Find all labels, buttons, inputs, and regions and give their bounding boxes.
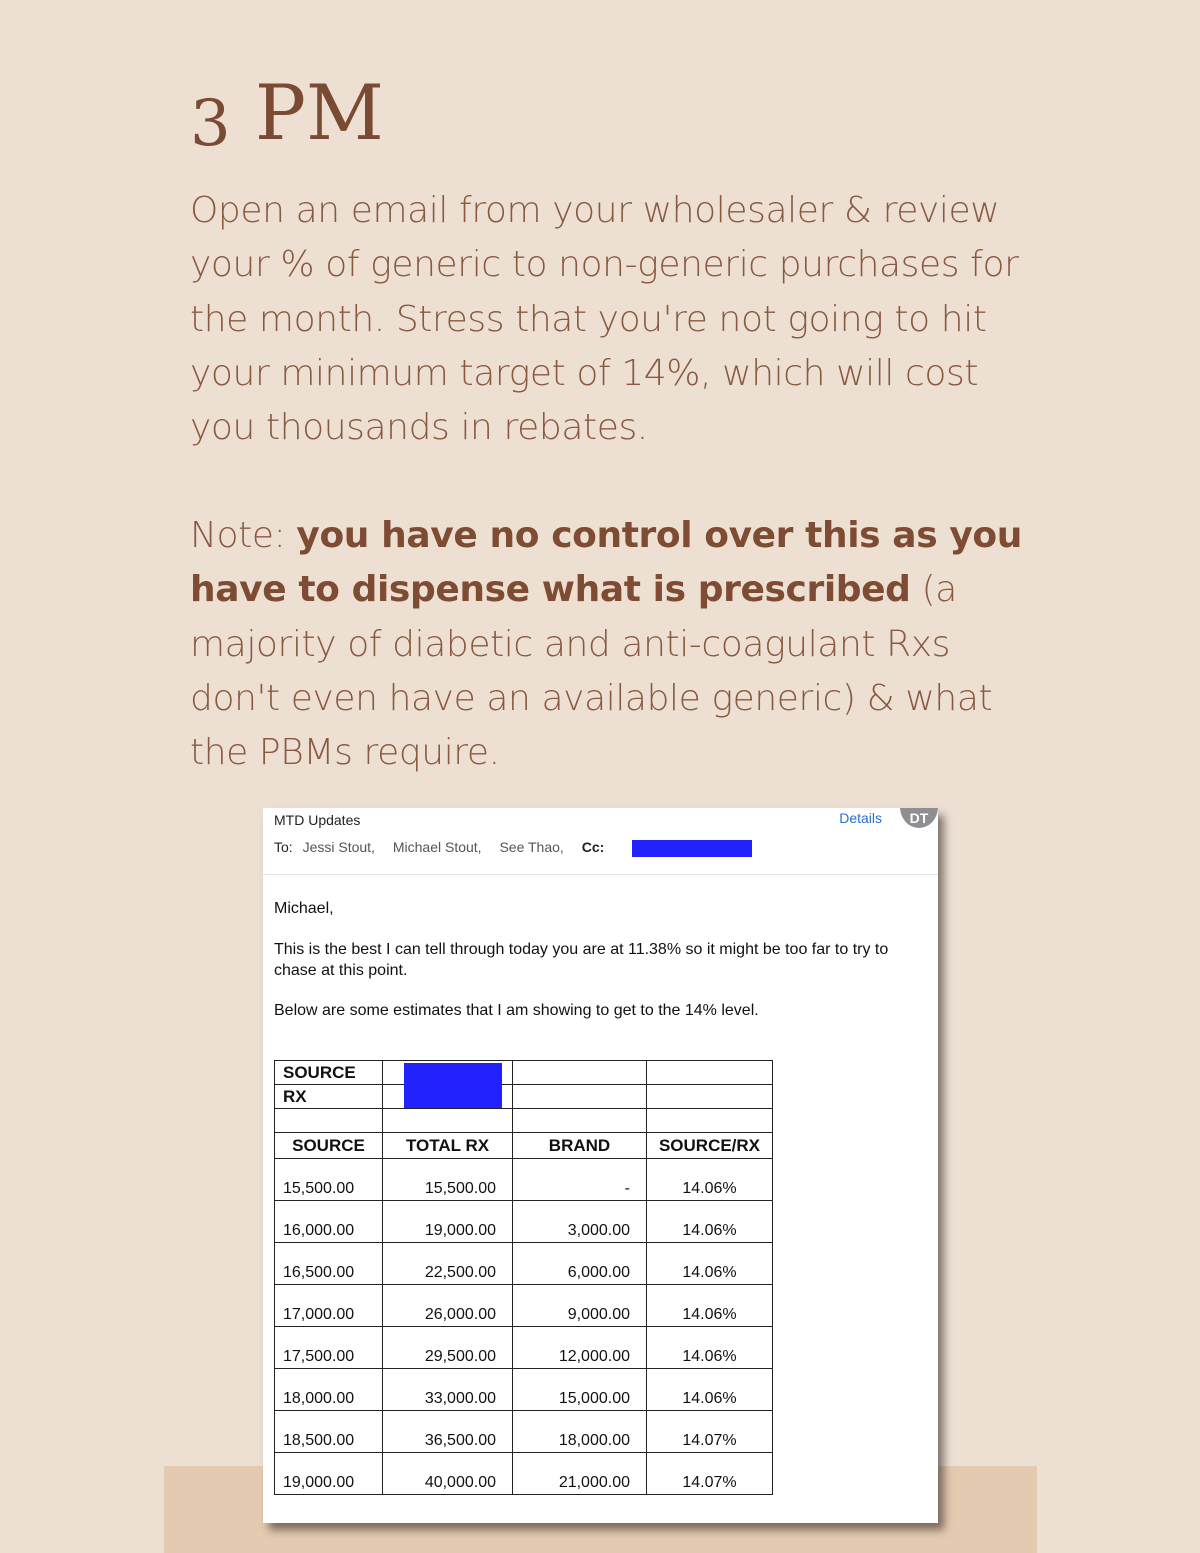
recipients-line <box>274 839 604 855</box>
ratio-cell: 14.06% <box>647 1327 773 1369</box>
column-header: SOURCE/RX <box>647 1133 773 1159</box>
total-rx-cell: 26,000.00 <box>383 1285 513 1327</box>
source-cell: 17,500.00 <box>275 1327 383 1369</box>
source-cell: 16,000.00 <box>275 1201 383 1243</box>
table-row <box>275 1285 773 1327</box>
column-header: BRAND <box>513 1133 647 1159</box>
ratio-cell: 14.07% <box>647 1453 773 1495</box>
cc-label: Cc: <box>581 839 605 855</box>
header-divider <box>263 874 938 875</box>
brand-cell: 6,000.00 <box>513 1243 647 1285</box>
table-label-row <box>275 1085 773 1109</box>
table-label-rx: RX <box>275 1085 383 1109</box>
brand-cell: 18,000.00 <box>513 1411 647 1453</box>
brand-cell: 12,000.00 <box>513 1327 647 1369</box>
recipient[interactable]: See Thao, <box>499 839 564 855</box>
title-suffix: PM <box>254 68 384 157</box>
table-row <box>275 1243 773 1285</box>
email-greeting: Michael, <box>274 900 334 917</box>
total-rx-cell: 40,000.00 <box>383 1453 513 1495</box>
sender-avatar: DT <box>900 808 938 828</box>
note-rest: (a majority of diabetic and anti-coagulant Rxs don't even have an available generic) & what the PBMs require. <box>190 569 993 774</box>
redaction-box <box>632 840 752 857</box>
ratio-cell: 14.06% <box>647 1159 773 1201</box>
source-cell: 18,000.00 <box>275 1369 383 1411</box>
total-rx-cell: 29,500.00 <box>383 1327 513 1369</box>
note-label: Note: <box>190 515 297 556</box>
details-link[interactable]: Details <box>839 810 882 826</box>
source-cell: 18,500.00 <box>275 1411 383 1453</box>
brand-cell: 21,000.00 <box>513 1453 647 1495</box>
ratio-cell: 14.06% <box>647 1201 773 1243</box>
table-header-row <box>275 1133 773 1159</box>
brand-cell: 9,000.00 <box>513 1285 647 1327</box>
table-row <box>275 1453 773 1495</box>
ratio-cell: 14.06% <box>647 1243 773 1285</box>
column-header: SOURCE <box>275 1133 383 1159</box>
table-row <box>275 1201 773 1243</box>
table-blank-row <box>275 1109 773 1133</box>
to-label: To: <box>274 839 293 855</box>
email-screenshot <box>263 808 938 1523</box>
source-cell: 16,500.00 <box>275 1243 383 1285</box>
note-emphasis: you have no control over this as you have to dispense what is prescribed <box>190 515 1022 611</box>
brand-cell: 15,000.00 <box>513 1369 647 1411</box>
email-paragraph: This is the best I can tell through today you are at 11.38% so it might be too far to try to chase at this point. <box>274 941 889 979</box>
email-paragraph: Below are some estimates that I am showing to get to the 14% level. <box>274 1002 759 1019</box>
intro-paragraph: Open an email from your wholesaler & review your % of generic to non-generic purchases for the month. Stress that you're not going to hit your minimum target of 14%, which will cost you thousands in rebates. <box>190 190 1019 449</box>
table-row <box>275 1369 773 1411</box>
column-header: TOTAL RX <box>383 1133 513 1159</box>
note-paragraph <box>190 509 1050 780</box>
brand-cell: 3,000.00 <box>513 1201 647 1243</box>
table-row <box>275 1327 773 1369</box>
email-subject: MTD Updates <box>274 812 361 828</box>
brand-cell: - <box>513 1159 647 1201</box>
total-rx-cell: 19,000.00 <box>383 1201 513 1243</box>
title-number: 3 <box>190 87 231 161</box>
table-label-row <box>275 1061 773 1085</box>
ratio-cell: 14.06% <box>647 1369 773 1411</box>
estimates-table <box>274 1060 773 1495</box>
total-rx-cell: 36,500.00 <box>383 1411 513 1453</box>
ratio-cell: 14.06% <box>647 1285 773 1327</box>
source-cell: 17,000.00 <box>275 1285 383 1327</box>
table-row <box>275 1411 773 1453</box>
page-title <box>190 58 384 179</box>
recipient[interactable]: Jessi Stout, <box>302 839 375 855</box>
redaction-box <box>404 1063 502 1108</box>
total-rx-cell: 33,000.00 <box>383 1369 513 1411</box>
source-cell: 19,000.00 <box>275 1453 383 1495</box>
recipient[interactable]: Michael Stout, <box>392 839 482 855</box>
table-label-source: SOURCE <box>275 1061 383 1085</box>
source-cell: 15,500.00 <box>275 1159 383 1201</box>
table-row <box>275 1159 773 1201</box>
total-rx-cell: 15,500.00 <box>383 1159 513 1201</box>
ratio-cell: 14.07% <box>647 1411 773 1453</box>
total-rx-cell: 22,500.00 <box>383 1243 513 1285</box>
